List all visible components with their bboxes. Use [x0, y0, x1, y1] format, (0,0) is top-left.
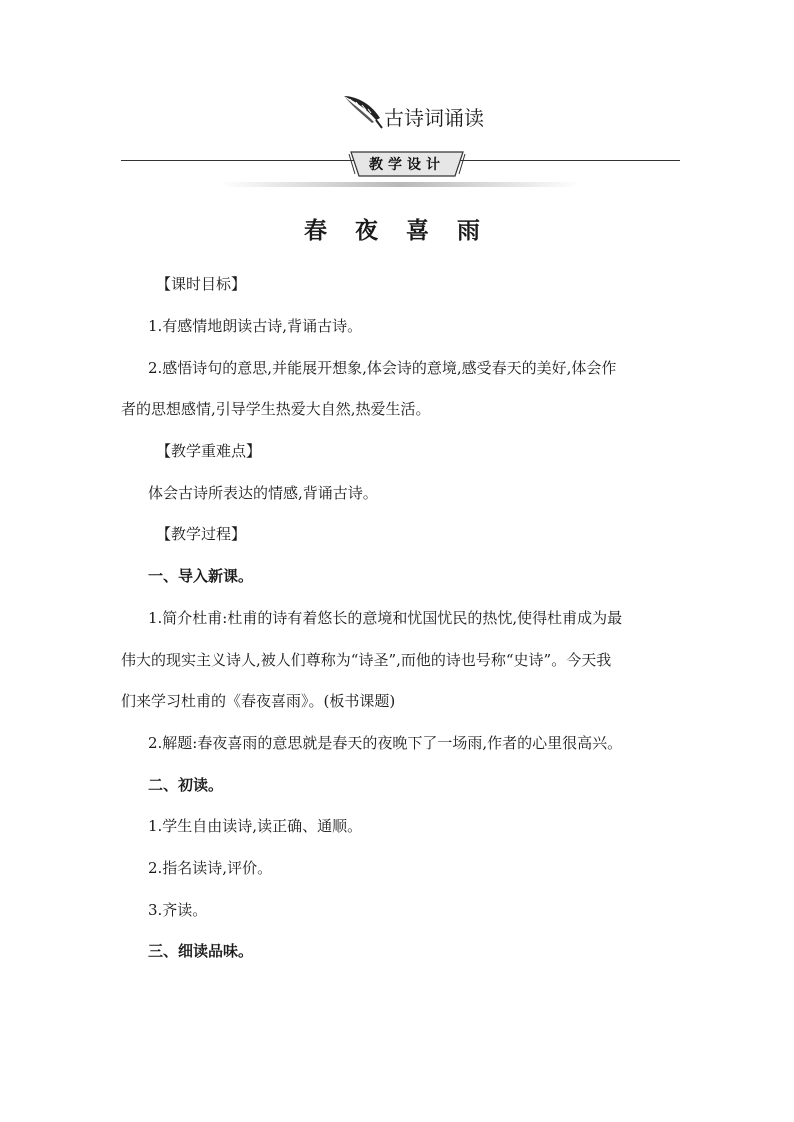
step-2-item-3: 3.齐读。 — [148, 901, 208, 919]
step-1-item-1-line-2: 伟大的现实主义诗人,被人们尊称为“诗圣”,而他的诗也号称“史诗”。今天我 — [121, 651, 612, 669]
step-1-item-1-line-1: 1.简介杜甫:杜甫的诗有着悠长的意境和忧国忧民的热忱,使得杜甫成为最 — [148, 609, 623, 627]
step-2-heading: 二、初读。 — [148, 776, 224, 794]
goal-1: 1.有感情地朗读古诗,背诵古诗。 — [148, 317, 363, 335]
key-points-text: 体会古诗所表达的情感,背诵古诗。 — [148, 484, 378, 502]
step-2-item-1: 1.学生自由读诗,读正确、通顺。 — [148, 817, 363, 835]
heading-process: 【教学过程】 — [156, 525, 247, 543]
step-1-item-1-line-3: 们来学习杜甫的《春夜喜雨》。(板书课题) — [121, 692, 396, 710]
feather-quill-icon — [340, 92, 386, 130]
goal-2-line-1: 2.感悟诗句的意思,并能展开想象,体会诗的意境,感受春天的美好,体会作 — [148, 359, 617, 377]
step-1-item-2: 2.解题:春夜喜雨的意思就是春天的夜晚下了一场雨,作者的心里很高兴。 — [148, 734, 623, 752]
goal-2-line-2: 者的思想感情,引导学生热爱大自然,热爱生活。 — [121, 400, 431, 418]
header-title: 古诗词诵读 — [384, 106, 484, 130]
document-title: 春 夜 喜 雨 — [303, 217, 491, 244]
step-2-item-2: 2.指名读诗,评价。 — [148, 859, 273, 877]
section-shadow — [220, 182, 580, 187]
section-label: 教学设计 — [369, 157, 445, 173]
heading-key-points: 【教学重难点】 — [156, 442, 262, 460]
step-3-heading: 三、细读品味。 — [148, 942, 254, 960]
page-header — [0, 92, 794, 132]
heading-lesson-goals: 【课时目标】 — [156, 275, 247, 293]
step-1-heading: 一、导入新课。 — [148, 567, 254, 585]
section-tab — [345, 151, 469, 177]
